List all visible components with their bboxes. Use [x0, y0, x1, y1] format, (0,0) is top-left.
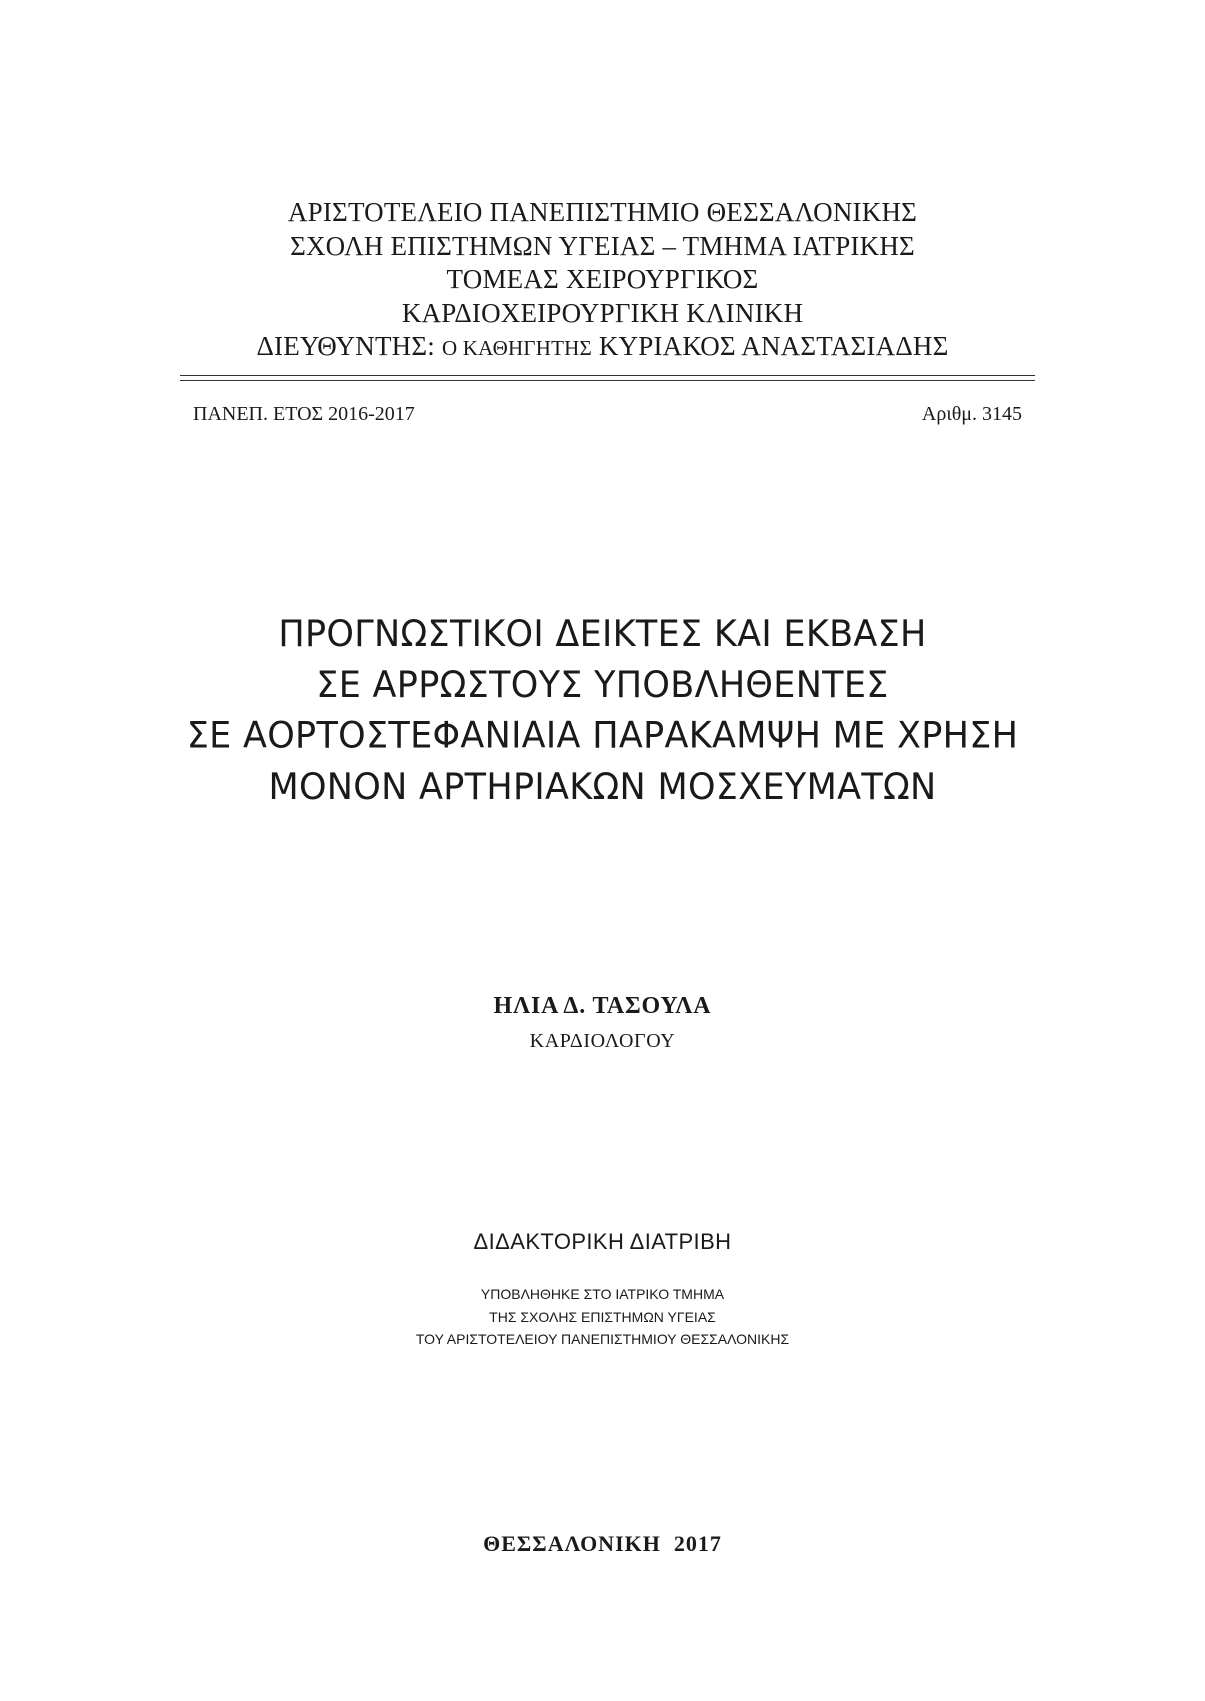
author-name: ΗΛΙΑ Δ. ΤΑΣΟΥΛΑ	[493, 993, 712, 1019]
place-and-year	[0, 1531, 1205, 1557]
academic-year: ΠΑΝΕΠ. ΕΤΟΣ 2016-2017	[193, 403, 415, 425]
header-divider-top	[180, 375, 1035, 376]
title-line: ΠΡΟΓΝΩΣΤΙΚΟΙ ΔΕΙΚΤΕΣ ΚΑΙ ΕΚΒΑΣΗ	[278, 613, 927, 656]
title-line: ΣΕ ΑΟΡΤΟΣΤΕΦΑΝΙΑΙΑ ΠΑΡΑΚΑΜΨΗ ΜΕ ΧΡΗΣΗ	[186, 715, 1019, 758]
document-type: ΔΙΔΑΚΤΟΡΙΚΗ ΔΙΑΤΡΙΒΗ	[473, 1229, 732, 1254]
header-divider-bottom	[180, 380, 1035, 381]
year: 2017	[673, 1531, 722, 1556]
sector-name: ΤΟΜΕΑΣ ΧΕΙΡΟΥΡΓΙΚΟΣ	[446, 264, 759, 294]
director-line	[0, 330, 1205, 366]
director-name: ΚΥΡΙΑΚΟΣ ΑΝΑΣΤΑΣΙΑΔΗΣ	[598, 331, 949, 361]
director-label: ΔΙΕΥΘΥΝΤΗΣ:	[256, 331, 435, 361]
submission-line: ΤΗΣ ΣΧΟΛΗΣ ΕΠΙΣΤΗΜΩΝ ΥΓΕΙΑΣ	[489, 1308, 716, 1325]
title-line: ΣΕ ΑΡΡΩΣΤΟΥΣ ΥΠΟΒΛΗΘΕΝΤΕΣ	[316, 664, 889, 707]
university-name: ΑΡΙΣΤΟΤΕΛΕΙΟ ΠΑΝΕΠΙΣΤΗΜΙΟ ΘΕΣΣΑΛΟΝΙΚΗΣ	[287, 197, 918, 227]
title-line: ΜΟΝΟΝ ΑΡΤΗΡΙΑΚΩΝ ΜΟΣΧΕΥΜΑΤΩΝ	[268, 765, 937, 808]
clinic-name: ΚΑΡΔΙΟΧΕΙΡΟΥΡΓΙΚΗ ΚΛΙΝΙΚΗ	[401, 297, 804, 328]
submission-line: ΥΠΟΒΛΗΘΗΚΕ ΣΤΟ ΙΑΤΡΙΚΟ ΤΜΗΜΑ	[480, 1286, 725, 1302]
director-title: Ο ΚΑΘΗΓΗΤΗΣ	[441, 336, 592, 360]
thesis-title	[0, 609, 1205, 813]
institution-header	[0, 196, 1205, 366]
submission-line: ΤΟΥ ΑΡΙΣΤΟΤΕΛΕΙΟΥ ΠΑΝΕΠΙΣΤΗΜΙΟΥ ΘΕΣΣΑΛΟΝΙΚΗΣ	[415, 1331, 790, 1347]
thesis-number: Αριθμ. 3145	[921, 403, 1022, 425]
city: ΘΕΣΣΑΛΟΝΙΚΗ	[483, 1531, 661, 1556]
author-profession: ΚΑΡΔΙΟΛΟΓΟΥ	[529, 1030, 676, 1052]
school-name: ΣΧΟΛΗ ΕΠΙΣΤΗΜΩΝ ΥΓΕΙΑΣ – ΤΜΗΜΑ ΙΑΤΡΙΚΗΣ	[290, 230, 915, 261]
submission-statement	[0, 1283, 1205, 1351]
